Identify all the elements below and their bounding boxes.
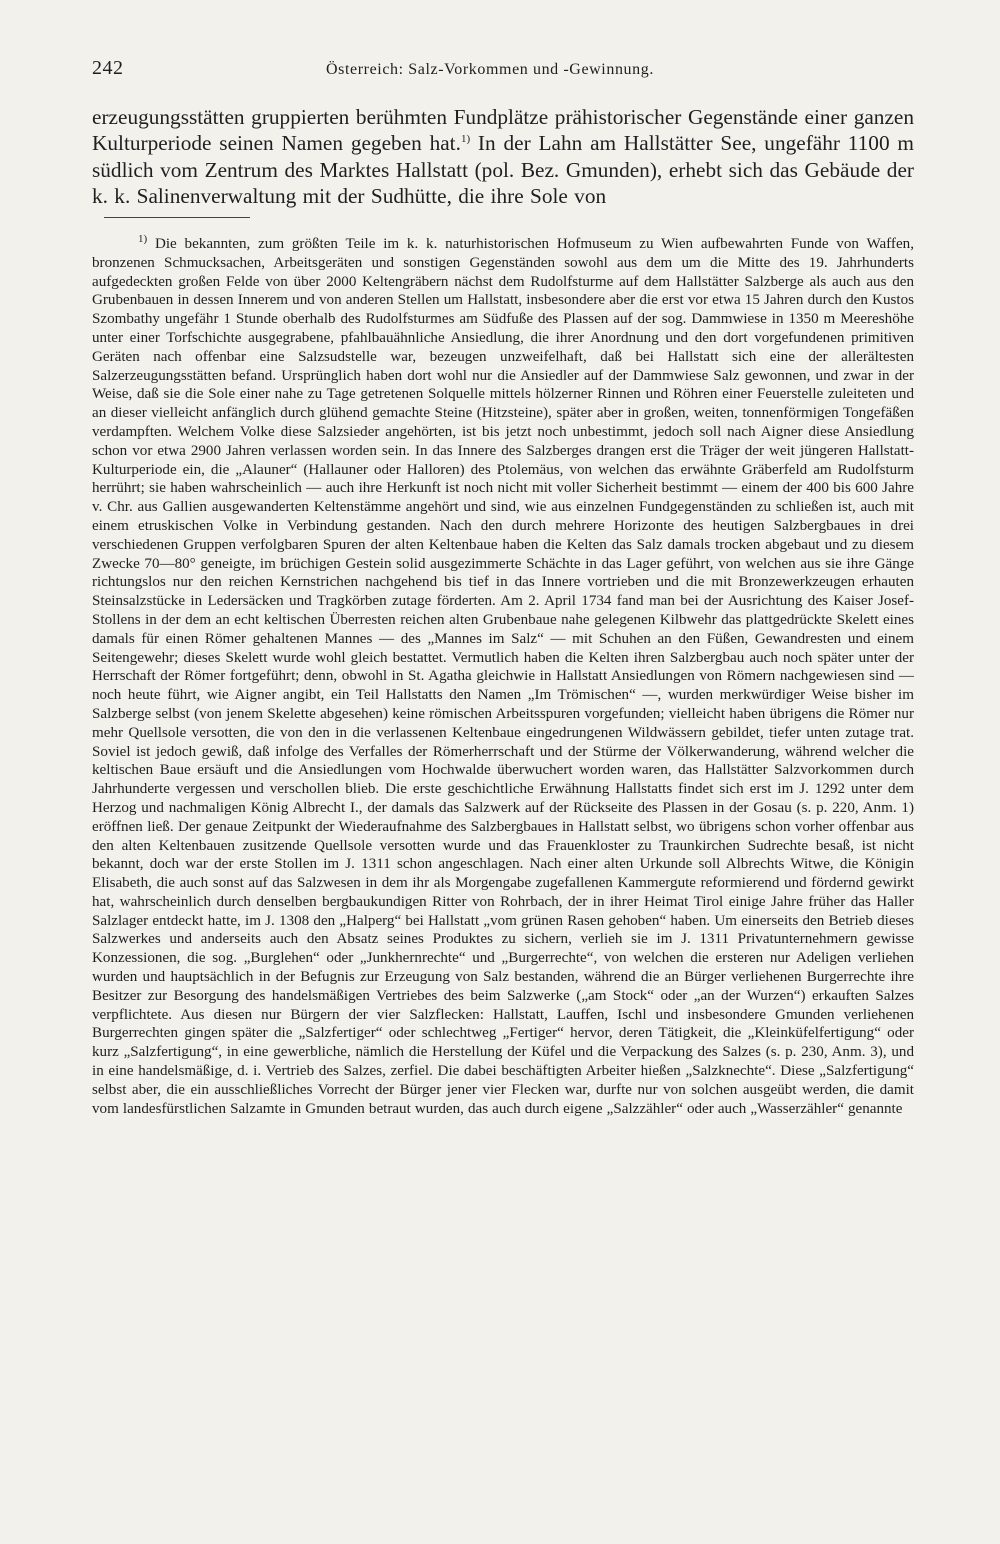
page-number: 242 [92,57,124,79]
footnote-reference: 1) [460,133,471,146]
footnote [92,232,914,1118]
body-paragraph [92,104,914,209]
page-header [92,55,912,85]
body-text-part1: erzeugungsstätten gruppierten berühmten Fundplätze prähistorischer Gegenstände einer ganzen Kulturperiode seinen Namen gegeben hat. [92,105,914,156]
running-title: Österreich: Salz-Vorkommen und -Gewinnung. [326,61,654,78]
body-text-part2: In der Lahn am Hallstätter See, ungefähr 1100 m südlich vom Zentrum des Marktes Hallstatt (pol. Bez. Gmunden), erhebt sich das Gebäude der k. k. Salinenverwaltung mit der Sudhütte, die ihre Sole von [92,131,914,208]
footnote-marker: 1) [138,232,148,245]
footnote-text: Die bekannten, zum größten Teile im k. k. naturhistorischen Hofmuseum zu Wien aufbewahrten Funde von Waffen, bronzenen Schmucksachen, Arbeitsgeräten und sonstigen Gegenständen sowohl aus dem um die Mitte des 19. Jahrhunderts aufgedeckten großen Felde von über 2000 Keltengräbern nächst dem Rudolfsturme auf dem Hallstätter Salzberge als auch aus den Grubenbauen in dessen Innerem und von anderen Stellen um Hallstatt, insbesondere aber die erst vor etwa 15 Jahren durch den Kustos Szombathy ungefähr 1 Stunde oberhalb des Rudolfsturmes am Südfuße des Plassen auf der sog. Dammwiese in 1350 m Meereshöhe unter einer Torfschichte ausgegrabene, pfahlbauähnliche Ansiedlung, die ihrer Anordnung und den dort vorgefundenen primitiven Geräten nach offenbar eine Salzsudstelle war, bezeugen unzweifelhaft, daß bei Hallstatt sich eine der allerältesten Salzerzeugungsstätten befand. Ursprünglich haben dort wohl nur die Ansiedler auf der Dammwiese Salz gewonnen, und zwar in der Weise, daß sie die Sole einer nahe zu Tage getretenen Solquelle mittels hölzerner Rinnen und Röhren einer Feuerstelle zuleiteten und an dieser vielleicht anfänglich durch glühend gemachte Steine (Hitzsteine), später aber in großen, weiten, tonnenförmigen Tongefäßen verdampften. Welchem Volke diese Salzsieder angehörten, ist bis jetzt noch unbestimmt, jedoch soll nach Aigner diese Ansiedlung schon vor etwa 2900 Jahren verlassen worden sein. In das Innere des Salzberges drangen erst die Träger der weit jüngeren Hallstatt-Kulturperiode ein, die „Alauner“ (Hallauner oder Halloren) des Ptolemäus, von welchen das erwähnte Gräberfeld am Rudolfsturm herrührt; sie haben wahrscheinlich — auch ihre Herkunft ist noch nicht mit voller Sicherheit bestimmt — einem der 400 bis 600 Jahre v. Chr. aus Gallien ausgewanderten Keltenstämme angehört und sind, wie aus einzelnen Fundgegenständen zu schließen ist, auch mit einem etruskischen Volke in Verbindung gestanden. Nach den durch mehrere Horizonte des heutigen Salzbergbaues in drei verschiedenen Gruppen verfolgbaren Spuren der alten Keltenbaue haben die Kelten das Salz damals trocken abgebaut und zu diesem Zwecke 70—80° geneigte, im brüchigen Gestein solid ausgezimmerte Schächte in das Lager geführt, von welchen aus sie ihre Gänge richtungslos nur den reichen Kernstrichen nachgehend bis tief in das Innere vortrieben und die mit Bronzewerkzeugen erhauten Steinsalzstücke in Ledersäcken und Tragkörben zutage förderten. Am 2. April 1734 fand man bei der Ausrichtung des Kaiser Josef-Stollens in der dem an echt keltischen Überresten reichen alten Grubenbaue nahe gelegenen Kilbwehr das plattgedrückte Skelett eines damals für einen Römer gehaltenen Mannes — des „Mannes im Salz“ — mit Schuhen an den Füßen, Gewandresten und einem Seitengewehr; dieses Skelett wurde wohl gleich bestattet. Vermutlich haben die Kelten ihren Salzbergbau auch noch später unter der Herrschaft der Römer fortgeführt; denn, obwohl in St. Agatha gleichwie in Hallstatt Ansiedlungen von Römern nachgewiesen sind — noch heute führt, wie Aigner angibt, ein Teil Hallstatts den Namen „Im Trömischen“ —, wurden merkwürdiger Weise bisher im Salzberge selbst (von jenem Skelette abgesehen) keine römischen Arbeitsspuren vorgefunden; vielleicht haben übrigens die Römer nur mehr Quellsole versotten, die von den in die verlassenen Keltenbaue eingedrungenen Wildwässern gebildet, tiefer unten zutage trat. Soviel ist jedoch gewiß, daß infolge des Verfalles der Römerherrschaft und der Stürme der Völkerwanderung, während welcher die keltischen Baue ersäuft und die Ansiedlungen vom Hochwalde überwuchert worden waren, das Hallstätter Salzvorkommen durch Jahrhunderte vergessen und verschollen blieb. Die erste geschichtliche Erwähnung Hallstatts findet sich erst im J. 1292 unter dem Herzog und nachmaligen König Albrecht I., der damals das Salzwerk auf der Rückseite des Plassen in der Gosau (s. p. 220, Anm. 1) eröffnen ließ. Der genaue Zeitpunkt der Wiederaufnahme des Salzbergbaues in Hallstatt selbst, wo übrigens schon vorher offenbar aus den alten Keltenbauen zusitzende Quellsole versotten wurde und das Frauenkloster zu Traunkirchen Sudrechte besaß, ist nicht bekannt, doch war der erste Stollen im J. 1311 schon angeschlagen. Nach einer alten Urkunde soll Albrechts Witwe, die Königin Elisabeth, die auch sonst auf das Salzwesen in dem ihr als Morgengabe zugefallenen Kammergute reformierend und fördernd gewirkt hat, wahrscheinlich durch denselben bergbaukundigen Ritter von Rohrbach, der in ihrer Heimat Tirol einige Jahre früher das Haller Salzlager entdeckt hatte, im J. 1308 den „Halperg“ bei Hallstatt „vom grünen Rasen gehoben“ haben. Um einerseits den Betrieb dieses Salzwerkes und anderseits auch den Absatz seines Produktes zu sichern, verlieh sie im J. 1311 Privatunternehmern gewisse Konzessionen, die sog. „Burglehen“ oder „Junkhernrechte“ und „Burgerrechte“, von welchen die ersteren nur Adeligen verliehen wurden und hauptsächlich in der Befugnis zur Erzeugung von Salz bestanden, während die an Bürger verliehenen Burgerrechte ihre Besitzer zur Besorgung des handelsmäßigen Vertriebes des beim Salzwerke („am Stock“ oder „an der Wurzen“) erkauften Salzes verpflichtete. Aus diesen nur Bürgern der vier Salzflecken: Hallstatt, Lauffen, Ischl und insbesondere Gmunden verliehenen Burgerrechten gingen später die „Salzfertiger“ oder schlechtweg „Fertiger“ hervor, deren Tätigkeit, die „Kleinküfelfertigung“ oder kurz „Salzfertigung“, in eine gewerbliche, nämlich die Herstellung der Küfel und die Verpackung des Salzes (s. p. 230, Anm. 3), und in eine handelsmäßige, d. i. Vertrieb des Salzes, zerfiel. Die dabei beschäftigten Arbeiter hießen „Salzknechte“. Diese „Salzfertigung“ selbst aber, die ein ausschließliches Vorrecht der Bürger jener vier Flecken war, durfte nur von solchen ausgeübt werden, die damit vom landesfürstlichen Salzamte in Gmunden betraut wurden, das auch durch eigene „Salzzähler“ oder auch „Wasserzähler“ genannte [92,236,914,1117]
footnote-separator [104,217,250,218]
